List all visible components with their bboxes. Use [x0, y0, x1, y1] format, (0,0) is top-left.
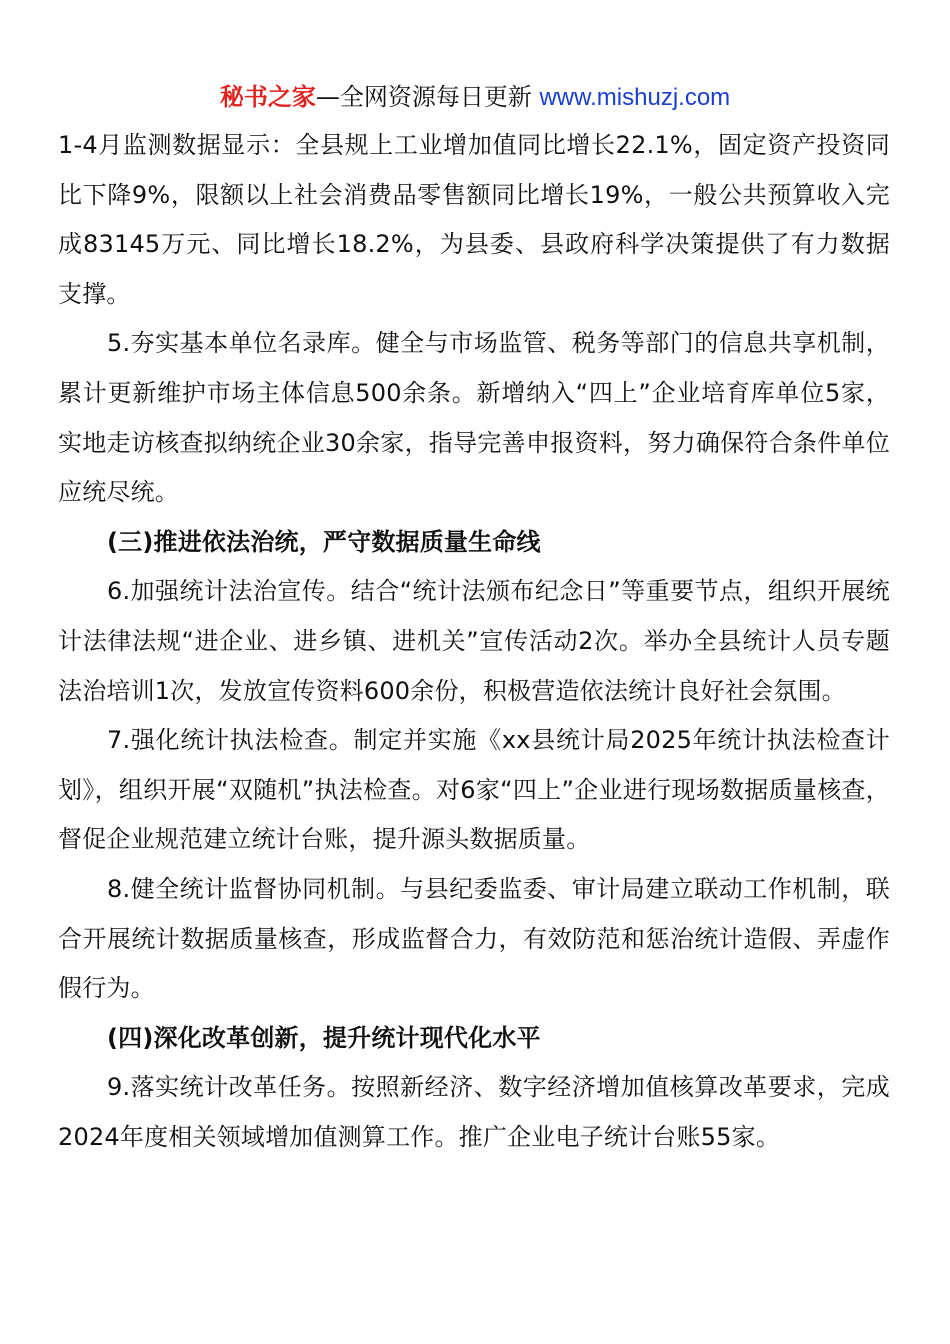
paragraph-item-7: 7.强化统计执法检查。制定并实施《xx县统计局2025年统计执法检查计划》，组织开展“双随机”执法检查。对6家“四上”企业进行现场数据质量核查，督促企业规范建立统计台账，提升源头数据质量。: [58, 726, 890, 854]
site-url-link[interactable]: www.mishuzj.com: [539, 84, 731, 111]
page-header: [0, 80, 950, 115]
paragraph-monitoring-data: 1-4月监测数据显示：全县规上工业增加值同比增长22.1%，固定资产投资同比下降9%，限额以上社会消费品零售额同比增长19%，一般公共预算收入完成83145万元、同比增长18.2%，为县委、县政府科学决策提供了有力数据支撑。: [58, 131, 890, 308]
paragraph-item-8: 8.健全统计监督协同机制。与县纪委监委、审计局建立联动工作机制，联合开展统计数据质量核查，形成监督合力，有效防范和惩治统计造假、弄虚作假行为。: [58, 874, 890, 1003]
document-body: [58, 121, 890, 1162]
paragraph-item-9: 9.落实统计改革任务。按照新经济、数字经济增加值核算改革要求，完成2024年度相关领域增加值测算工作。推广企业电子统计台账55家。: [58, 1073, 890, 1151]
paragraph-item-6: 6.加强统计法治宣传。结合“统计法颁布纪念日”等重要节点，组织开展统计法律法规“进企业、进乡镇、进机关”宣传活动2次。举办全县统计人员专题法治培训1次，发放宣传资料600余份，积极营造依法统计良好社会氛围。: [58, 577, 890, 705]
section-heading-4: (四)深化改革创新，提升统计现代化水平: [107, 1023, 541, 1052]
section-heading-3: (三)推进依法治统，严守数据质量生命线: [107, 527, 541, 556]
brand-name: 秘书之家: [219, 83, 316, 111]
paragraph-item-5: 5.夯实基本单位名录库。健全与市场监管、税务等部门的信息共享机制，累计更新维护市场主体信息500余条。新增纳入“四上”企业培育库单位5家，实地走访核查拟纳统企业30余家，指导完善申报资料，努力确保符合条件单位应统尽统。: [58, 329, 890, 507]
header-tagline: —全网资源每日更新: [315, 83, 540, 111]
